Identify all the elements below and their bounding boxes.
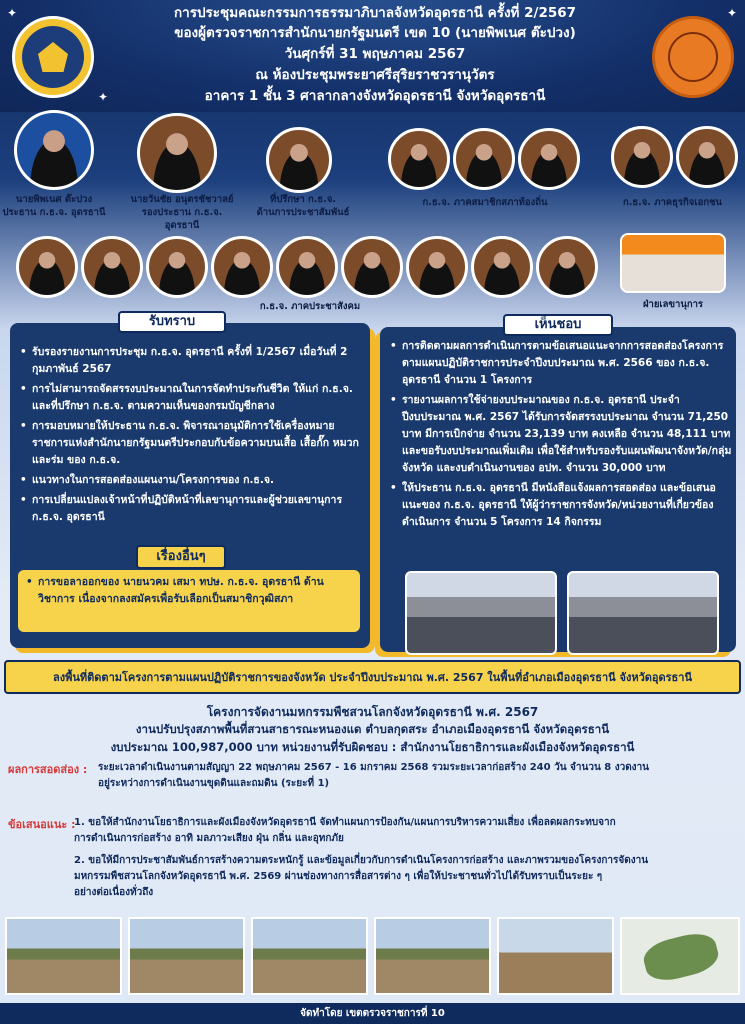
member-photo xyxy=(518,128,580,190)
meeting-photo xyxy=(567,571,719,655)
advisor-caption: ที่ปรึกษา ก.ธ.จ. ด้านการประชาสัมพันธ์ xyxy=(256,194,350,218)
list-item: • รับรองรายงานการประชุม ก.ธ.จ. อุดรธานี ครั้งที่ 1/2567 เมื่อวันที่ 2 กุมภาพันธ์ 2567 xyxy=(18,344,363,378)
site-plan-image xyxy=(620,917,740,995)
member-photo xyxy=(211,236,273,298)
secretariat-caption: ฝ่ายเลขานุการ xyxy=(642,299,704,310)
site-photo xyxy=(251,917,368,995)
sparkle-icon: ✦ xyxy=(7,6,18,20)
approved-label: เห็นชอบ xyxy=(503,314,613,336)
private-sector-caption: ก.ธ.จ. ภาคธุรกิจเอกชน xyxy=(622,197,723,208)
chair-caption: นายพิพเนศ ต๊ะปวง ประธาน ก.ธ.จ. อุดรธานี xyxy=(2,194,106,218)
member-photo xyxy=(341,236,403,298)
sparkle-icon: ✦ xyxy=(727,6,738,20)
site-photo xyxy=(5,917,122,995)
member-photo xyxy=(16,236,78,298)
header-line-2: ของผู้ตรวจราชการสำนักนายกรัฐมนตรี เขต 10 (นายพิพเนศ ต๊ะปวง) xyxy=(174,25,576,41)
header-line-3: วันศุกร์ที่ 31 พฤษภาคม 2567 xyxy=(284,46,466,62)
other-matters-box xyxy=(18,570,360,632)
other-matters-label: เรื่องอื่นๆ xyxy=(136,545,226,569)
list-item: • การมอบหมายให้ประธาน ก.ธ.จ. พิจารณาอนุมัติการใช้เครื่องหมายราชการแห่งสำนักนายกรัฐมนตรีประกอบกับข้อความบนเสื้อ เสื้อกั๊ก หมวก และร่ม ของ ก.ธ.จ. xyxy=(18,418,363,469)
sparkle-icon: ✦ xyxy=(98,90,109,104)
list-item: • แนวทางในการสอดส่องแผนงาน/โครงการของ ก.ธ.จ. xyxy=(18,472,363,489)
advisor-photo xyxy=(266,127,332,193)
project-subtitle: งานปรับปรุงสภาพพื้นที่สวนสาธารณะหนองแด ตำบลกุดสระ อำเภอเมืองอุดรธานี จังหวัดอุดรธานี xyxy=(135,722,610,736)
footer: จัดทำโดย เขตตรวจราชการที่ 10 xyxy=(0,1003,745,1024)
project-budget: งบประมาณ 100,987,000 บาท หน่วยงานที่รับผิดชอบ : สำนักงานโยธาธิการและผังเมืองจังหวัดอุดรธานี xyxy=(110,740,635,754)
site-photo xyxy=(374,917,491,995)
header-line-1: การประชุมคณะกรรมการธรรมาภิบาลจังหวัดอุดรธานี ครั้งที่ 2/2567 xyxy=(173,5,577,21)
list-item: • รายงานผลการใช้จ่ายงบประมาณของ ก.ธ.จ. อุดรธานี ประจำปีงบประมาณ พ.ศ. 2567 ได้รับการจัดสรรงบประมาณ จำนวน 71,250 บาท มีการเบิกจ่าย จำนวน 23,139 บาท คงเหลือ จำนวน 48,111 บาท และขอรับงบประมาณเพิ่มเติม เพื่อใช้สำหรับรองรับแผนพัฒนาจังหวัด/กลุ่มจังหวัด และงบดำเนินงานของ อปท. จำนวน 30,000 บาท xyxy=(388,392,732,477)
header-banner xyxy=(0,0,745,112)
list-item: • ให้ประธาน ก.ธ.จ. อุดรธานี มีหนังสือแจ้งผลการสอดส่อง และข้อเสนอแนะของ ก.ธ.จ. อุดรธานี ให้ผู้ว่าราชการจังหวัด/หน่วยงานที่เกี่ยวข้องดำเนินการ จำนวน 5 โครงการ 14 กิจกรรม xyxy=(388,480,732,531)
site-photo xyxy=(128,917,245,995)
acknowledged-list xyxy=(18,344,363,529)
list-item: • การติดตามผลการดำเนินการตามข้อเสนอแนะจากการสอดส่องโครงการตามแผนปฏิบัติราชการประจำปีงบประมาณ พ.ศ. 2566 ของ ก.ธ.จ. อุดรธานี จำนวน 1 โครงการ xyxy=(388,338,732,389)
project-title: โครงการจัดงานมหกรรมพืชสวนโลกจังหวัดอุดรธานี พ.ศ. 2567 xyxy=(206,705,539,719)
vice-chair-photo xyxy=(137,113,217,193)
list-item: • การขอลาออกของ นายนวคม เสมา ทปษ. ก.ธ.จ. อุดรธานี ด้านวิชาการ เนื่องจากลงสมัครเพื่อรับเลือกเป็นสมาชิกวุฒิสภา xyxy=(24,574,354,608)
member-photo xyxy=(453,128,515,190)
vice-chair-caption: นายวันชัย อนุตรชัชวาลย์ รองประธาน ก.ธ.จ. อุดรธานี xyxy=(130,194,234,231)
acknowledged-label: รับทราบ xyxy=(118,311,226,333)
list-item: • การเปลี่ยนแปลงเจ้าหน้าที่ปฏิบัติหน้าที่เลขานุการและผู้ช่วยเลขานุการ ก.ธ.จ. อุดรธานี xyxy=(18,492,363,526)
member-photo xyxy=(676,126,738,188)
member-photo xyxy=(146,236,208,298)
site-photo xyxy=(497,917,614,995)
province-seal-icon xyxy=(652,16,734,98)
local-council-caption: ก.ธ.จ. ภาคสมาชิกสภาท้องถิ่น xyxy=(422,197,548,208)
member-photo xyxy=(276,236,338,298)
header-line-5: อาคาร 1 ชั้น 3 ศาลากลางจังหวัดอุดรธานี จังหวัดอุดรธานี xyxy=(204,88,546,104)
suggestions-label: ข้อเสนอแนะ : xyxy=(8,818,76,831)
civil-society-caption: ก.ธ.จ. ภาคประชาสังคม xyxy=(259,301,361,312)
member-photo xyxy=(536,236,598,298)
office-seal-icon xyxy=(12,16,94,98)
chair-photo xyxy=(14,110,94,190)
meeting-photo xyxy=(405,571,557,655)
suggestion-item: 2. ขอให้มีการประชาสัมพันธ์การสร้างความตระหนักรู้ และข้อมูลเกี่ยวกับการดำเนินโครงการก่อสร้าง และภาพรวมของโครงการจัดงาน มหกรรมพืชสวนโลกจังหวัดอุดรธานี พ.ศ. 2569 ผ่านช่องทางการสื่อสารต่าง ๆ เพื่อให้ประชาชนทั่วไปได้รับทราบเป็นระยะ ๆ อย่างต่อเนื่องทั่วถึง xyxy=(74,855,649,898)
member-photo xyxy=(611,126,673,188)
result-label: ผลการสอดส่อง : xyxy=(8,763,88,776)
member-photo xyxy=(471,236,533,298)
list-item: • การไม่สามารถจัดสรรงบประมาณในการจัดทำประกันชีวิต ให้แก่ ก.ธ.จ. และที่ปรึกษา ก.ธ.จ. ตามความเห็นของกรมบัญชีกลาง xyxy=(18,381,363,415)
suggestion-item: 1. ขอให้สำนักงานโยธาธิการและผังเมืองจังหวัดอุดรธานี จัดทำแผนการป้องกัน/แผนการบริหารความเสี่ยง เพื่อลดผลกระทบจาก การดำเนินการก่อสร้าง อาทิ มลภาวะเสียง ฝุ่น กลิ่น และอุทกภัย xyxy=(74,817,616,844)
field-visit-banner: ลงพื้นที่ติดตามโครงการตามแผนปฏิบัติราชการของจังหวัด ประจำปีงบประมาณ พ.ศ. 2567 ในพื้นที่อำเภอเมืองอุดรธานี จังหวัดอุดรธานี xyxy=(4,660,741,694)
member-photo xyxy=(81,236,143,298)
member-photo xyxy=(406,236,468,298)
header-line-4: ณ ห้องประชุมพระยาศรีสุริยราชวรานุวัตร xyxy=(255,67,495,83)
result-text: ระยะเวลาดำเนินงานตามสัญญา 22 พฤษภาคม 2567 - 16 มกราคม 2568 รวมระยะเวลาก่อสร้าง 240 วัน จำนวน 8 งวดงาน อยู่ระหว่างการดำเนินงานขุดดินและถมดิน (ระยะที่ 1) xyxy=(98,762,650,789)
approved-list xyxy=(388,338,732,534)
secretariat-photo xyxy=(620,233,726,293)
member-photo xyxy=(388,128,450,190)
